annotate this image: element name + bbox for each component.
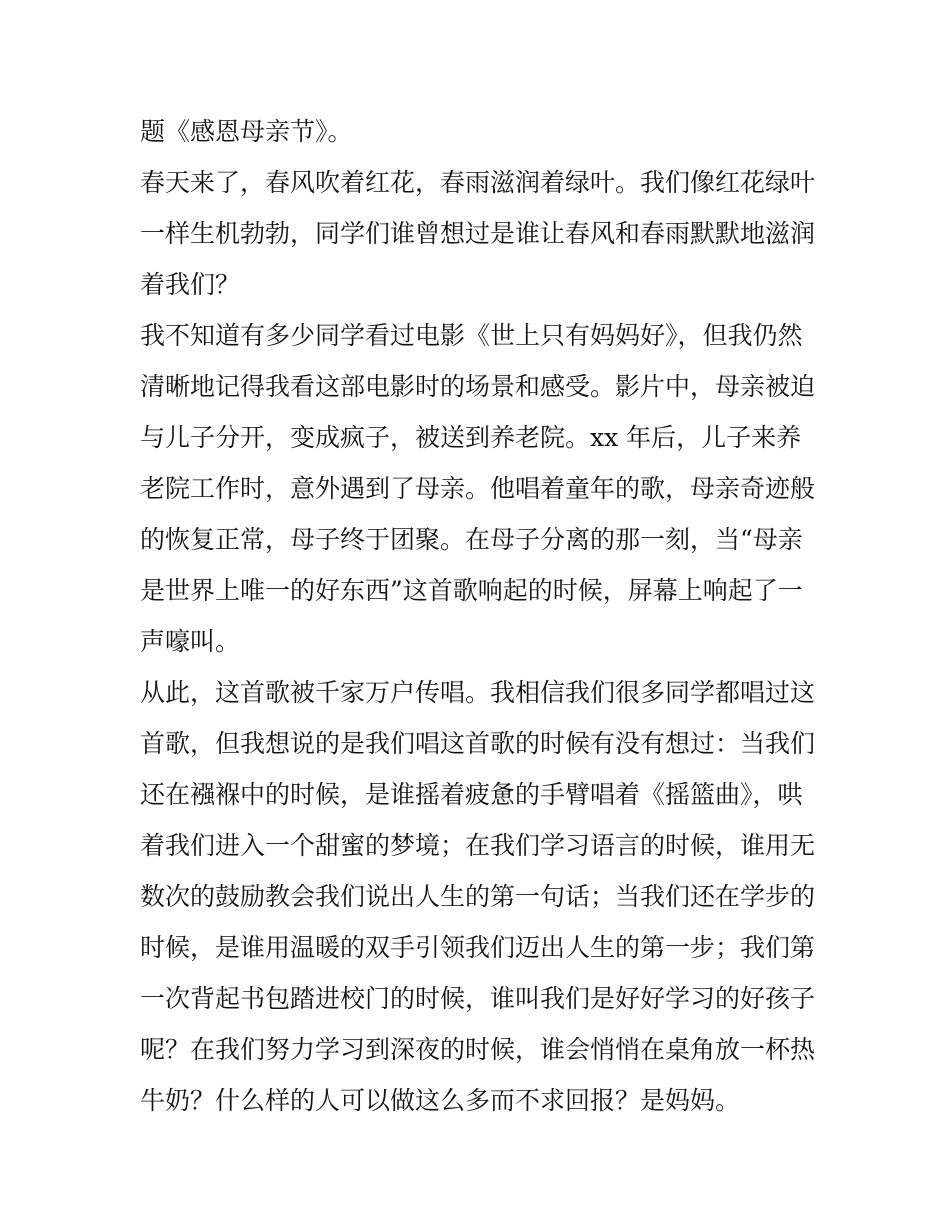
text-line: 题《感恩母亲节》。 [140, 117, 353, 146]
text-line: 时候，是谁用温暖的双手引领我们迈出人生的第一步；我们第 [140, 933, 816, 962]
text-line: 牛奶？什么样的人可以做这么多而不求回报？是妈妈。 [140, 1086, 741, 1115]
text-line: 从此，这首歌被千家万户传唱。我相信我们很多同学都唱过这 [140, 678, 816, 707]
text-line: 一样生机勃勃，同学们谁曾想过是谁让春风和春雨默默地滋润 [140, 219, 816, 248]
text-line: 还在襁褓中的时候，是谁摇着疲惫的手臂唱着《摇篮曲》，哄 [140, 780, 803, 809]
text-line: 着我们进入一个甜蜜的梦境；在我们学习语言的时候，谁用无 [140, 831, 816, 860]
text-line: 着我们？ [140, 270, 241, 299]
text-line: 首歌，但我想说的是我们唱这首歌的时候有没有想过：当我们 [140, 729, 816, 758]
text-line: 春天来了，春风吹着红花，春雨滋润着绿叶。我们像红花绿叶 [140, 168, 816, 197]
text-line: 声嚎叫。 [140, 627, 241, 656]
text-line: 数次的鼓励教会我们说出人生的第一句话；当我们还在学步的 [140, 882, 816, 911]
text-line: 是世界上唯一的好东西”这首歌响起的时候，屏幕上响起了一 [140, 576, 803, 605]
text-line: 一次背起书包踏进校门的时候，谁叫我们是好好学习的好孩子 [140, 984, 816, 1013]
document-body [140, 106, 816, 1126]
text-line: 与儿子分开，变成疯子，被送到养老院。xx 年后，儿子来养 [140, 423, 802, 452]
text-line: 清晰地记得我看这部电影时的场景和感受。影片中，母亲被迫 [140, 372, 816, 401]
text-line: 老院工作时，意外遇到了母亲。他唱着童年的歌，母亲奇迹般 [140, 474, 816, 503]
text-line: 呢？在我们努力学习到深夜的时候，谁会悄悄在桌角放一杯热 [140, 1035, 816, 1064]
text-line: 我不知道有多少同学看过电影《世上只有妈妈好》，但我仍然 [140, 321, 803, 350]
text-line: 的恢复正常，母子终于团聚。在母子分离的那一刻，当“母亲 [140, 525, 803, 554]
